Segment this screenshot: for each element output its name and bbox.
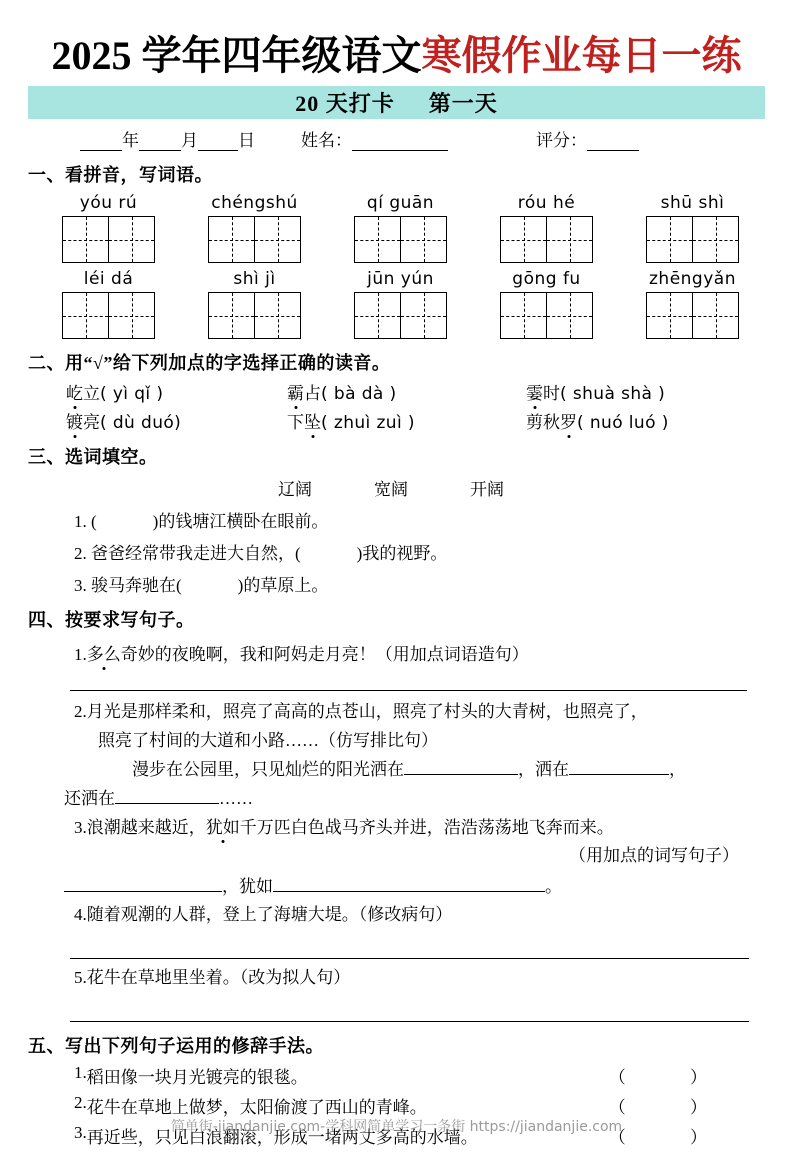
answer-tail-prefix: 还洒在 — [64, 789, 115, 808]
answer-mid: ，洒在 — [518, 760, 569, 779]
tianzige-cell[interactable] — [209, 217, 254, 262]
page-title — [28, 33, 765, 78]
tianzige-cell[interactable] — [692, 293, 738, 338]
tianzige-cell[interactable] — [501, 293, 546, 338]
question-number: 2. — [74, 1093, 87, 1112]
answer-blank[interactable] — [273, 876, 545, 892]
question-after: )的草原上。 — [237, 576, 329, 595]
year-label: 年 — [122, 131, 139, 150]
question-after: )的钱塘江横卧在眼前。 — [152, 512, 329, 531]
answer-line[interactable] — [70, 1002, 749, 1022]
worksheet-page — [0, 33, 793, 1158]
sentence-question-2-line2 — [28, 726, 765, 751]
question-before: 骏马奔驰在( — [91, 576, 182, 595]
question-text: 再近些，只见白浪翻滚，形成一堵两丈多高的水墙。 — [86, 1128, 478, 1147]
sentence-question-3 — [28, 813, 765, 838]
sentence-question-4 — [28, 900, 765, 925]
question-text: 花牛在草地里坐着。（改为拟人句） — [86, 968, 351, 987]
pinyin-label: róu hé — [517, 193, 576, 213]
pinyin-group — [500, 269, 593, 339]
tianzige-cell[interactable] — [647, 217, 692, 262]
pinyin-group — [208, 269, 301, 339]
tianzige-grid[interactable] — [354, 292, 447, 339]
question-after: )我的视野。 — [356, 544, 448, 563]
rest-char: 时 — [543, 384, 561, 403]
tianzige-cell[interactable] — [254, 217, 300, 262]
pronunciation-row-1 — [28, 379, 765, 404]
question-text: 月光是那样柔和，照亮了高高的点苍山，照亮了村头的大青树，也照亮了， — [86, 702, 648, 721]
tianzige-cell[interactable] — [108, 217, 154, 262]
tianzige-cell[interactable] — [692, 217, 738, 262]
score-label: 评分： — [536, 131, 587, 150]
answer-mid: ，犹如 — [222, 877, 273, 896]
pinyin-row-2 — [28, 269, 765, 339]
tianzige-cell[interactable] — [355, 293, 400, 338]
pron-item[interactable] — [287, 379, 526, 404]
rest-char: 亮 — [83, 413, 100, 432]
question-text: 稻田像一块月光镀亮的银毯。 — [86, 1068, 308, 1087]
pinyin-label: chéngshú — [211, 193, 298, 213]
answer-blank[interactable] — [64, 876, 222, 892]
tianzige-cell[interactable] — [501, 217, 546, 262]
tianzige-cell[interactable] — [546, 293, 592, 338]
tianzige-grid[interactable] — [208, 216, 301, 263]
pinyin-group — [354, 193, 447, 263]
pron-item[interactable] — [526, 408, 765, 433]
tianzige-cell[interactable] — [400, 293, 446, 338]
fill-question — [28, 539, 765, 564]
answer-parentheses[interactable]: （ ） — [608, 1128, 737, 1147]
pre-char: 下 — [287, 413, 305, 432]
pinyin-label: zhēngyǎn — [649, 269, 736, 289]
answer-blank[interactable] — [569, 759, 669, 775]
question-text-cont: 照亮了村间的大道和小路……（仿写排比句） — [98, 731, 438, 750]
tianzige-grid[interactable] — [646, 216, 739, 263]
question-number: 5. — [74, 968, 87, 987]
section-3-heading: 三、选词填空。 — [28, 447, 158, 467]
pinyin-group — [646, 193, 739, 263]
tianzige-cell[interactable] — [400, 217, 446, 262]
score-input-blank[interactable] — [587, 135, 639, 151]
tianzige-grid[interactable] — [500, 216, 593, 263]
tianzige-grid[interactable] — [500, 292, 593, 339]
question-number: 2. — [74, 544, 87, 563]
question-text: 奇妙的夜晚啊，我和阿妈走月亮！ — [120, 645, 376, 664]
question-number: 3. — [74, 1123, 87, 1142]
pron-item[interactable] — [287, 408, 526, 433]
question-number: 4. — [74, 905, 87, 924]
pron-options[interactable]: ( zhuì zuì ) — [321, 413, 415, 433]
sentence-question-2-answer-tail — [28, 784, 765, 809]
dotted-phrase: 犹如 — [206, 813, 240, 838]
name-input-blank[interactable] — [352, 135, 448, 151]
tianzige-cell[interactable] — [63, 217, 108, 262]
rest-char: 立 — [83, 384, 100, 403]
pron-options[interactable]: ( yì qǐ ) — [100, 384, 164, 404]
sentence-question-5 — [28, 963, 765, 988]
tianzige-grid[interactable] — [646, 292, 739, 339]
banner-left-label: 20 天打卡 — [295, 91, 395, 116]
answer-line[interactable] — [70, 939, 749, 959]
pinyin-label: shì jì — [233, 269, 276, 289]
pinyin-label: léi dá — [83, 269, 134, 289]
tianzige-cell[interactable] — [108, 293, 154, 338]
sentence-question-2-line1 — [28, 697, 765, 722]
pinyin-group — [646, 269, 739, 339]
spacer — [308, 1063, 609, 1088]
question-number: 3. — [74, 576, 87, 595]
question-before: 爸爸经常带我走进大自然，( — [91, 544, 301, 563]
word-bank-item: 宽阔 — [374, 480, 408, 499]
pron-options[interactable]: ( nuó luó ) — [577, 413, 669, 433]
pron-options[interactable]: ( bà dà ) — [321, 384, 397, 404]
watermark: 简单街-jiandanjie.com-学科网简单学习一条街 https://jiandanjie.com — [170, 1119, 623, 1135]
pinyin-row-1 — [28, 193, 765, 263]
dotted-char: 镀 — [66, 408, 83, 433]
rhetoric-question — [28, 1063, 765, 1088]
pron-item[interactable] — [66, 379, 287, 404]
day-input-blank[interactable] — [198, 135, 238, 151]
fill-question — [28, 571, 765, 596]
tianzige-grid[interactable] — [208, 292, 301, 339]
sentence-question-3-answer — [28, 872, 765, 897]
title-black-part: 2025 学年四年级语文 — [51, 33, 422, 78]
pinyin-group — [208, 193, 301, 263]
question-number: 1. — [74, 645, 87, 664]
tianzige-cell[interactable] — [254, 293, 300, 338]
pinyin-label: qí guān — [366, 193, 435, 213]
question-note: （用加点词语造句） — [375, 645, 529, 664]
name-label: 姓名： — [301, 131, 352, 150]
tianzige-grid[interactable] — [62, 292, 155, 339]
tianzige-cell[interactable] — [209, 293, 254, 338]
month-input-blank[interactable] — [139, 135, 181, 151]
section-4-heading: 四、按要求写句子。 — [28, 610, 195, 630]
question-text-b: 千万匹白色战马齐头并进，浩浩荡荡地飞奔而来。 — [239, 818, 614, 837]
question-number: 3. — [74, 818, 87, 837]
question-text: 花牛在草地上做梦，太阳偷渡了西山的青峰。 — [86, 1098, 427, 1117]
tianzige-grid[interactable] — [62, 216, 155, 263]
question-before: ( — [91, 512, 97, 531]
dotted-phrase: 多么 — [87, 640, 121, 665]
pinyin-group — [62, 193, 155, 263]
pron-item[interactable] — [526, 379, 765, 404]
section-1-heading: 一、看拼音，写词语。 — [28, 165, 213, 185]
word-bank-item: 辽阔 — [278, 480, 312, 499]
question-text: 随着观潮的人群，登上了海塘大堤。（修改病句） — [86, 905, 453, 924]
pinyin-group — [62, 269, 155, 339]
title-red-part: 寒假作业每日一练 — [421, 33, 742, 78]
sentence-question-1 — [28, 640, 765, 665]
spacer — [427, 1093, 609, 1118]
word-bank-item: 开阔 — [470, 480, 504, 499]
dotted-char: 坠 — [304, 408, 321, 433]
tianzige-cell[interactable] — [546, 217, 592, 262]
pinyin-block — [28, 193, 765, 339]
pinyin-label: gōng fu — [512, 269, 581, 289]
tianzige-cell[interactable] — [647, 293, 692, 338]
answer-blank[interactable] — [404, 759, 518, 775]
question-number: 1. — [74, 512, 87, 531]
answer-parentheses[interactable]: （ ） — [608, 1068, 737, 1087]
pron-options[interactable]: ( dù duó) — [100, 413, 182, 433]
question-number: 2. — [74, 702, 87, 721]
rest-char: 占 — [304, 384, 322, 403]
answer-tail-suffix: …… — [219, 789, 253, 808]
dotted-char: 罗 — [560, 408, 577, 433]
pronunciation-row-2 — [28, 408, 765, 433]
pinyin-label: yóu rú — [79, 193, 138, 213]
student-info-line — [28, 126, 765, 151]
dotted-char: 屹 — [66, 379, 83, 404]
day-banner — [28, 86, 765, 119]
pinyin-label: shū shì — [660, 193, 725, 213]
dotted-char: 霎 — [526, 379, 543, 404]
answer-end: 。 — [545, 877, 562, 896]
question-3-note: （用加点的词写句子） — [569, 846, 739, 865]
sentence-question-2-answer-start — [28, 755, 765, 780]
answer-line[interactable] — [70, 671, 747, 691]
tianzige-grid[interactable] — [354, 216, 447, 263]
pinyin-label: jūn yún — [367, 269, 434, 289]
question-text-a: 浪潮越来越近， — [86, 818, 206, 837]
answer-parentheses[interactable]: （ ） — [608, 1098, 737, 1117]
fill-question — [28, 507, 765, 532]
rhetoric-question — [28, 1093, 765, 1118]
word-bank — [28, 475, 765, 500]
answer-blank[interactable] — [115, 788, 219, 804]
month-label: 月 — [181, 131, 198, 150]
pre-char: 剪秋 — [526, 413, 561, 432]
question-number: 1. — [74, 1063, 87, 1082]
pron-item[interactable] — [66, 408, 287, 433]
tianzige-cell[interactable] — [355, 217, 400, 262]
pron-options[interactable]: ( shuà shà ) — [560, 384, 666, 404]
pinyin-group — [354, 269, 447, 339]
day-label: 日 — [238, 131, 255, 150]
pinyin-group — [500, 193, 593, 263]
section-5-heading: 五、写出下列句子运用的修辞手法。 — [28, 1036, 324, 1056]
dotted-char: 霸 — [287, 379, 304, 404]
answer-comma: ， — [669, 760, 686, 779]
answer-prompt: 漫步在公园里，只见灿烂的阳光洒在 — [132, 760, 404, 779]
section-2-heading: 二、用“√”给下列加点的字选择正确的读音。 — [28, 353, 391, 373]
year-input-blank[interactable] — [80, 135, 122, 151]
tianzige-cell[interactable] — [63, 293, 108, 338]
banner-right-label: 第一天 — [428, 91, 498, 116]
